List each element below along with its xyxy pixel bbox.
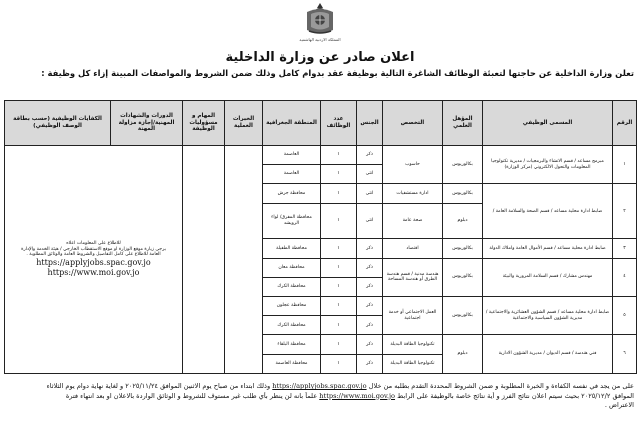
job-qualification: بكالوريوس [443, 146, 483, 184]
job-qualification: بكالوريوس [443, 239, 483, 258]
footer-line-1-post: وذلك ابتداء من صباح يوم الاثنين الموافق ٢٠٢٥/١١/٢٤ و لغاية نهاية دوام يوم الثلاثاء [46, 382, 271, 390]
col-header-qual: المؤهل العلمي [443, 101, 483, 146]
footer-line-2-pre: الموافق ٢٠٢٥/١٢/٢ بحيث سيتم اعلان نتائج الفرز و أية نتائج خاصة بالوظيفة على الرابط [397, 391, 634, 400]
job-area: محافظة الكرك [263, 277, 321, 296]
announcement-title: اعلان صادر عن وزارة الداخلية [225, 50, 415, 65]
footer-line-1-pre: على من يجد في نفسه الكفاءة و الخبرة المطلوبة و ضمن الشروط المحددة التقدم بطلبه من خلال [368, 382, 634, 390]
spac-link[interactable]: https://applyjobs.spac.gov.jo [36, 258, 151, 268]
job-number: ٣ [613, 239, 637, 258]
job-count: ١ [321, 258, 357, 277]
announcement-footer [4, 382, 634, 411]
footer-spac-link[interactable]: https://applyjobs.spac.gov.jo [272, 382, 367, 390]
job-count: ١ [321, 203, 357, 239]
col-header-num: الرقم [613, 101, 637, 146]
job-area: محافظة الكرك [263, 316, 321, 335]
jordan-coat-of-arms-icon [303, 2, 337, 36]
job-title: ضابط ادارة محلية مساعد / قسم الأموال العامة واملاك الدولة [483, 239, 613, 258]
job-count: ١ [321, 165, 357, 184]
job-area: محافظة عجلون [263, 297, 321, 316]
job-title: ضابط ادارة محلية مساعد / قسم الصحة والسلامة العامة / [483, 184, 613, 239]
announcement-intro: تعلن وزارة الداخلية عن حاجتها لتعبئة الوظائف الشاغرة التالية بوظيفة عقد بدوام كامل وذلك ضمن الشروط والمواصفات المبينة إزاء كل وظيفة : [41, 68, 634, 78]
job-area: العاصمة [263, 165, 321, 184]
footer-line-1 [4, 382, 634, 392]
job-gender: ذكر [357, 239, 383, 258]
job-area: محافظة المفرق/ لواء الرويشد [263, 203, 321, 239]
col-header-gender: الجنس [357, 101, 383, 146]
job-title: مهندس مشارك / قسم السلامة المرورية والبيئة [483, 258, 613, 296]
jobs-table [4, 100, 637, 374]
table-row [5, 146, 637, 165]
job-specialization: العمل الاجتماعي أو خدمة اجتماعية [383, 297, 443, 335]
job-number: ٥ [613, 297, 637, 335]
job-count: ١ [321, 335, 357, 354]
job-qualification: دبلوم [443, 335, 483, 374]
job-gender: ذكر [357, 297, 383, 316]
table-header-row [5, 101, 637, 146]
job-qualification: بكالوريوس [443, 184, 483, 203]
job-gender: ذكر [357, 146, 383, 165]
job-specialization: تكنولوجيا الطاقة البديلة [383, 335, 443, 354]
moi-link[interactable]: https://www.moi.gov.jo [47, 268, 140, 278]
col-header-courses: الدورات والشهادات المهنية/إجازة مزاولة المهنة [111, 101, 183, 146]
job-number: ٤ [613, 258, 637, 296]
job-count: ١ [321, 277, 357, 296]
job-area: محافظة معان [263, 258, 321, 277]
job-count: ١ [321, 184, 357, 203]
col-header-title: المسمى الوظيفي [483, 101, 613, 146]
job-qualification: بكالوريوس [443, 297, 483, 335]
logo-caption: المملكة الاردنية الهاشمية [299, 37, 341, 42]
note-line-1: للاطلاع على المعلومات اعلاه [66, 240, 121, 246]
job-count: ١ [321, 316, 357, 335]
job-gender: ذكر [357, 258, 383, 277]
job-gender: ذكر [357, 316, 383, 335]
job-area: محافظة جرش [263, 184, 321, 203]
job-specialization: تكنولوجيا الطاقة البديلة [383, 354, 443, 373]
job-specialization: صحة عامة [383, 203, 443, 239]
job-gender: انثى [357, 184, 383, 203]
footer-line-2 [4, 392, 634, 402]
job-number: ٢ [613, 184, 637, 239]
job-area: محافظة البلقاء [263, 335, 321, 354]
job-specialization: اقتصاد [383, 239, 443, 258]
job-title: ضابط ادارة محلية مساعد / قسم الشؤون العشائرية والاجتماعية / مديرية الشؤون السياسية والاجتماعية [483, 297, 613, 335]
note-line-2: يرجى زيارة موقع الوزارة او موقع الاستقطاب الخارجي / هيئة الخدمة والإدارة [21, 246, 166, 252]
footer-line-2-post: علماً بانه لن ينظر بأي طلب غير مستوف للشروط و الوثائق الواردة بالاعلان او بعد انتهاء فترة [65, 391, 318, 400]
job-gender: انثى [357, 203, 383, 239]
job-count: ١ [321, 297, 357, 316]
job-gender: انثى [357, 165, 383, 184]
job-specialization: هندسة مدنية / قسم هندسة الطرق أو هندسة المساحة [383, 258, 443, 296]
job-number: ١ [613, 146, 637, 184]
job-gender: ذكر [357, 335, 383, 354]
job-gender: ذكر [357, 354, 383, 373]
details-note [5, 146, 183, 374]
job-count: ١ [321, 239, 357, 258]
job-count: ١ [321, 354, 357, 373]
experience-cell [225, 146, 263, 374]
job-specialization: حاسوب [383, 146, 443, 184]
col-header-tasks: المهام و مسؤوليات الوظيفة [183, 101, 225, 146]
job-specialization: ادارة مستشفيات [383, 184, 443, 203]
job-title: فني هندسة / قسم الديوان / مديرية الشؤون الادارية [483, 335, 613, 374]
note-line-3: العامة للاطلاع على كامل التفاصيل والشروط العامة والوثائق المطلوبة . [26, 252, 161, 258]
col-header-spec: التخصص [383, 101, 443, 146]
job-count: ١ [321, 146, 357, 165]
footer-line-3: الاعتراض . [604, 401, 634, 410]
tasks-cell [183, 146, 225, 374]
col-header-comp: الكفايات الوظيفية (حسب بطاقة الوصف الوظيفي) [5, 101, 111, 146]
job-qualification: دبلوم [443, 203, 483, 239]
col-header-count: عدد الوظائف [321, 101, 357, 146]
job-gender: ذكر [357, 277, 383, 296]
col-header-area: المنطقة الجغرافية [263, 101, 321, 146]
footer-moi-link[interactable]: https://www.moi.gov.jo [319, 391, 396, 400]
job-area: محافظة الطفيلة [263, 239, 321, 258]
job-area: العاصمة [263, 146, 321, 165]
job-qualification: بكالوريوس [443, 258, 483, 296]
job-title: مبرمج مساعد / قسم الانشاء والبرمجيات / مديرية تكنولوجيا المعلومات والتحول الالكتروني (مركز الوزارة) [483, 146, 613, 184]
job-area: محافظة العاصمة [263, 354, 321, 373]
job-number: ٦ [613, 335, 637, 374]
col-header-exp: الخبرات العملية [225, 101, 263, 146]
